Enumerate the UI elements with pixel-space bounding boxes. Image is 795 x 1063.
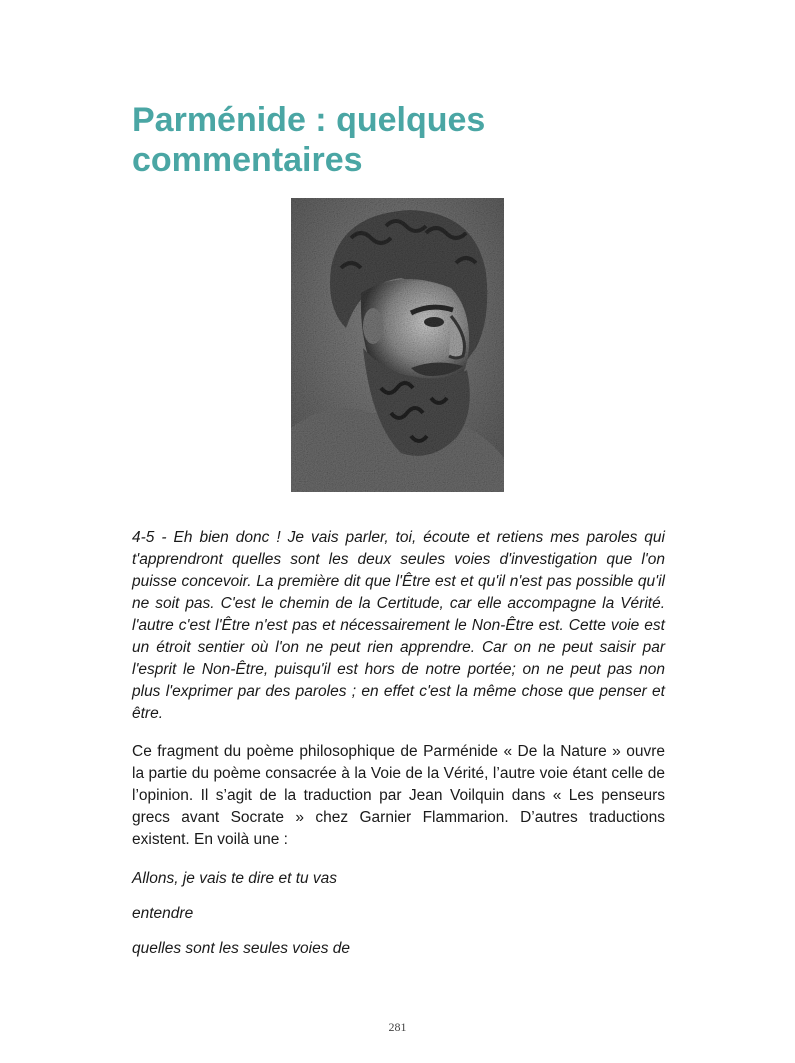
portrait-image	[291, 198, 504, 492]
page-number: 281	[388, 1020, 407, 1034]
bearded-philosopher-portrait-icon	[291, 198, 504, 492]
page-title: Parménide : quelques commentaires	[132, 101, 486, 179]
quote-paragraph: 4-5 - Eh bien donc ! Je vais parler, toi, écoute et retiens mes paroles qui t'apprendront quelles sont les deux seules voies d'investigation que l'on puisse concevoir. La première dit que l'Être est et qu'il n'est pas possible qu'il ne soit pas. C'est le chemin de la Certitude, car elle accompagne la Vérité. l'autre c'est l'Être n'est pas et nécessairement le Non-Être est. Cette voie est un étroit sentier où l'on ne peut rien apprendre. Car on ne peut saisir par l'esprit le Non-Être, puisqu'il est hors de notre portée; on ne peut pas non plus l'exprimer par des paroles ; en effet c'est la même chose que penser et être.	[132, 529, 665, 722]
verse-line: entendre	[132, 905, 194, 922]
commentary-paragraph: Ce fragment du poème philosophique de Parménide « De la Nature » ouvre la partie du poème consacrée à la Voie de la Vérité, l’autre voie étant celle de l’opinion. Il s’agit de la traduction par Jean Voilquin dans « Les penseurs grecs avant Socrate » chez Garnier Flammarion. D’autres traductions existent. En voilà une :	[132, 743, 665, 848]
verse-line: Allons, je vais te dire et tu vas	[132, 870, 338, 887]
verse-line: quelles sont les seules voies de	[132, 940, 350, 957]
